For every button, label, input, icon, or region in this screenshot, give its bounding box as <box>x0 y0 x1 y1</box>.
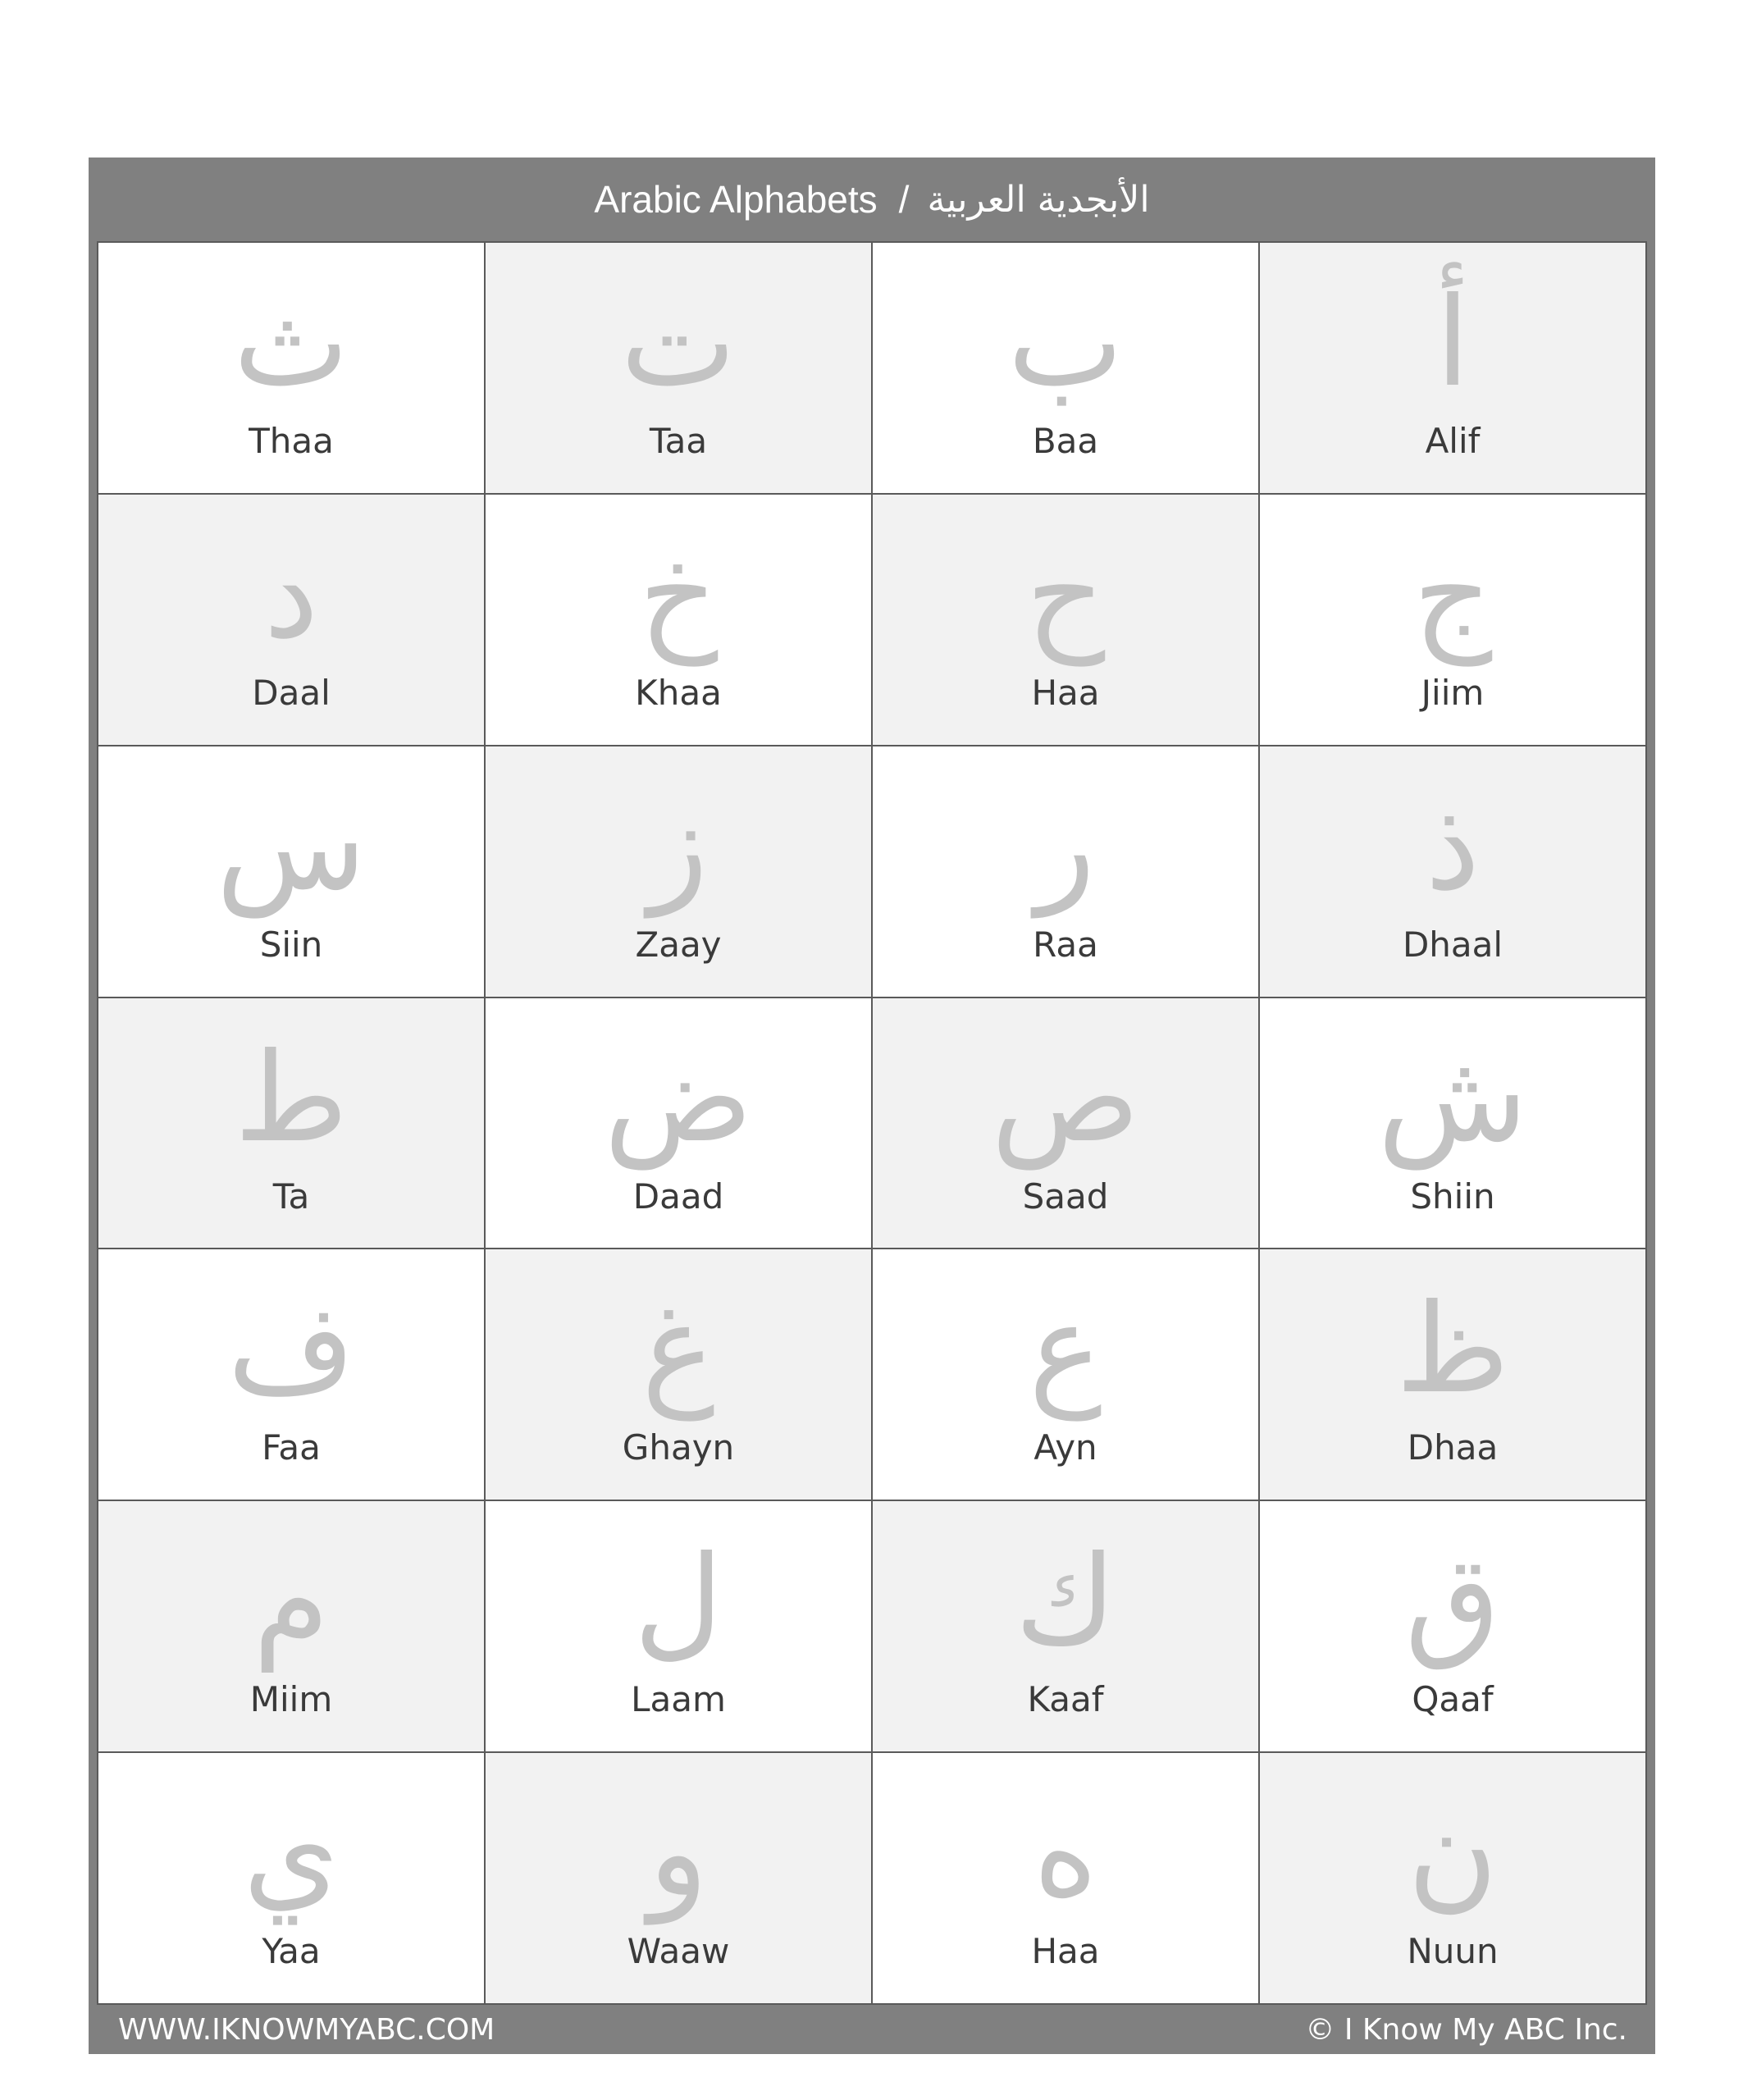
title-bar <box>89 158 1655 241</box>
letter-card <box>98 1249 484 1500</box>
arabic-letter: ض <box>604 1026 753 1170</box>
title-english: Arabic Alphabets <box>594 178 878 221</box>
letter-card <box>98 998 484 1249</box>
letter-card <box>1260 1753 1645 2003</box>
arabic-letter: ل <box>633 1530 723 1673</box>
letter-card <box>873 1249 1258 1500</box>
letter-name: Waaw <box>627 1931 730 1972</box>
letter-name: Thaa <box>249 421 334 461</box>
letter-name: Ta <box>272 1176 310 1217</box>
letter-card <box>98 746 484 997</box>
letter-name: Khaa <box>635 672 722 713</box>
letter-name: Zaay <box>635 924 722 965</box>
arabic-letter: ج <box>1412 523 1493 666</box>
arabic-letter: ك <box>1015 1530 1116 1673</box>
arabic-letter: ظ <box>1395 1278 1510 1422</box>
arabic-letter: ن <box>1407 1782 1499 1925</box>
letter-name: Ayn <box>1033 1427 1097 1468</box>
letter-card <box>1260 998 1645 1249</box>
letter-grid <box>97 241 1647 2005</box>
letter-card <box>1260 746 1645 997</box>
arabic-letter: ص <box>991 1026 1140 1170</box>
letter-card <box>1260 243 1645 493</box>
letter-name: Nuun <box>1407 1931 1499 1972</box>
letter-card <box>486 746 871 997</box>
letter-name: Siin <box>259 924 323 965</box>
alphabet-sheet <box>89 158 1655 2054</box>
letter-name: Taa <box>649 421 708 461</box>
letter-name: Saad <box>1022 1176 1109 1217</box>
letter-name: Yaa <box>262 1931 321 1972</box>
footer-copyright: © I Know My ABC Inc. <box>1305 2013 1627 2047</box>
letter-card <box>486 495 871 745</box>
letter-card <box>486 1501 871 1751</box>
letter-name: Ghayn <box>622 1427 735 1468</box>
arabic-letter: ق <box>1404 1530 1501 1673</box>
letter-card <box>98 243 484 493</box>
letter-name: Qaaf <box>1412 1679 1494 1720</box>
letter-card <box>486 1249 871 1500</box>
arabic-letter: ف <box>227 1278 355 1422</box>
arabic-letter: ث <box>233 272 349 414</box>
arabic-letter: ع <box>1029 1278 1102 1422</box>
letter-card <box>873 495 1258 745</box>
arabic-letter: ي <box>243 1782 340 1925</box>
letter-card <box>486 243 871 493</box>
letter-name: Faa <box>262 1427 321 1468</box>
letter-card <box>873 243 1258 493</box>
arabic-letter: ح <box>1025 523 1106 666</box>
letter-name: Daal <box>252 672 331 713</box>
arabic-letter: ذ <box>1425 774 1481 918</box>
footer <box>89 2005 1655 2054</box>
arabic-letter: خ <box>638 523 719 666</box>
arabic-letter: ر <box>1035 774 1096 918</box>
letter-card <box>873 998 1258 1249</box>
letter-card <box>486 998 871 1249</box>
arabic-letter: ت <box>620 272 737 414</box>
letter-name: Miim <box>249 1679 333 1720</box>
letter-name: Alif <box>1425 421 1481 461</box>
arabic-letter: د <box>263 523 319 666</box>
letter-name: Laam <box>631 1679 726 1720</box>
letter-name: Jiim <box>1421 672 1485 713</box>
letter-name: Kaaf <box>1027 1679 1104 1720</box>
arabic-letter: ب <box>1007 272 1124 414</box>
letter-card <box>98 495 484 745</box>
arabic-letter: أ <box>1435 272 1470 414</box>
arabic-letter: ش <box>1377 1026 1528 1170</box>
letter-name: Dhaa <box>1407 1427 1499 1468</box>
letter-name: Haa <box>1031 672 1100 713</box>
letter-name: Daad <box>632 1176 724 1217</box>
title-arabic: الأبجدية العربية <box>927 178 1150 221</box>
title-separator: / <box>898 178 910 221</box>
arabic-letter: غ <box>641 1278 715 1422</box>
letter-card <box>1260 1501 1645 1751</box>
letter-card <box>1260 495 1645 745</box>
letter-name: Baa <box>1032 421 1099 461</box>
letter-name: Dhaal <box>1402 924 1503 965</box>
letter-card <box>1260 1249 1645 1500</box>
arabic-letter: س <box>216 774 367 918</box>
footer-website: WWW.IKNOWMYABC.COM <box>118 2013 495 2047</box>
arabic-letter: م <box>253 1530 330 1673</box>
letter-name: Raa <box>1033 924 1098 965</box>
letter-card <box>873 746 1258 997</box>
letter-name: Haa <box>1031 1931 1100 1972</box>
arabic-letter: و <box>648 1782 709 1925</box>
letter-card <box>873 1501 1258 1751</box>
letter-card <box>98 1753 484 2003</box>
arabic-letter: ز <box>648 774 709 918</box>
letter-name: Shiin <box>1410 1176 1495 1217</box>
letter-card <box>873 1753 1258 2003</box>
letter-card <box>486 1753 871 2003</box>
letter-card <box>98 1501 484 1751</box>
arabic-letter: ط <box>234 1026 349 1170</box>
arabic-letter: ه <box>1033 1782 1098 1925</box>
